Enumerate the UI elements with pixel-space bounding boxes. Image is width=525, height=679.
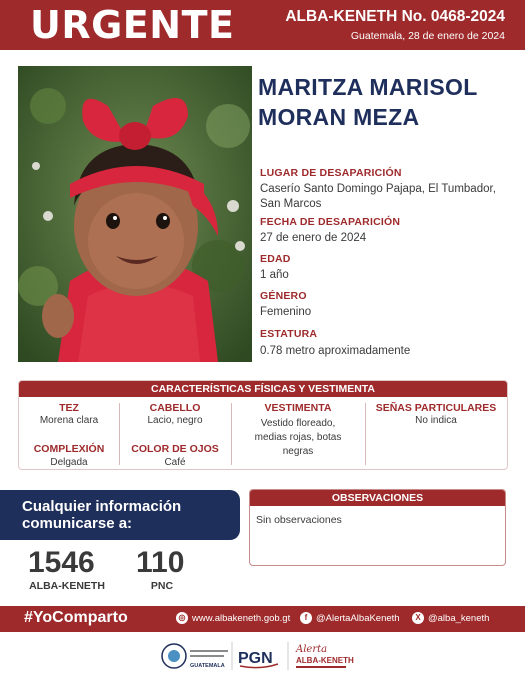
gender-value: Femenino xyxy=(260,306,312,318)
phone-pnc-label: PNC xyxy=(150,580,174,592)
logos-svg xyxy=(160,638,380,674)
hair-label: CABELLO xyxy=(149,402,201,414)
urgent-title: URGENTE xyxy=(30,3,235,47)
gender-label: GÉNERO xyxy=(260,290,307,302)
case-number: ALBA-KENETH No. 0468-2024 xyxy=(285,8,505,25)
location-date: Guatemala, 28 de enero de 2024 xyxy=(350,30,505,42)
eye-color-label: COLOR DE OJOS xyxy=(131,443,219,455)
contact-box xyxy=(0,490,240,540)
clothing-line: Vestido floreado, xyxy=(260,418,336,429)
twitter-link[interactable] xyxy=(412,612,489,624)
globe-icon: ◎ xyxy=(176,612,188,624)
disappearance-place-value: Caserío Santo Domingo Pajapa, El Tumbador, San Marcos xyxy=(260,183,496,210)
logo-gt-text: GUATEMALA xyxy=(190,663,225,669)
contact-line: Cualquier información xyxy=(22,498,182,515)
facebook-text: @AlertaAlbaKeneth xyxy=(316,612,400,624)
logos-row xyxy=(160,638,380,674)
age-value: 1 año xyxy=(260,269,289,281)
phone-pnc[interactable]: 110 xyxy=(136,546,185,579)
phone-alba-keneth[interactable]: 1546 xyxy=(28,546,95,579)
missing-person-photo xyxy=(18,66,252,362)
eye-color-value: Café xyxy=(164,457,186,468)
phone-alba-keneth-label: ALBA-KENETH xyxy=(29,580,105,592)
distinguishing-marks-value: No indica xyxy=(415,415,457,426)
characteristics-box xyxy=(18,380,508,470)
hair-value: Lacio, negro xyxy=(147,415,203,426)
clothing-line: medias rojas, botas xyxy=(254,432,342,443)
header-bar xyxy=(0,0,525,50)
facebook-icon: f xyxy=(300,612,312,624)
characteristics-title: CARACTERÍSTICAS FÍSICAS Y VESTIMENTA xyxy=(19,381,507,397)
logo-alerta-text: Alerta xyxy=(296,644,328,655)
observations-box xyxy=(249,489,506,566)
complexion-tone-value: Morena clara xyxy=(39,415,99,426)
build-label: COMPLEXIÓN xyxy=(33,443,105,455)
contact-text xyxy=(22,498,181,532)
alerta-alba-keneth-logo xyxy=(295,644,354,668)
distinguishing-marks-label: SEÑAS PARTICULARES xyxy=(375,402,497,414)
website-link[interactable] xyxy=(176,612,290,624)
footer-bar xyxy=(0,606,525,632)
build-value: Delgada xyxy=(50,457,88,468)
twitter-text: @alba_keneth xyxy=(428,612,490,624)
complexion-tone-label: TEZ xyxy=(59,402,79,414)
contact-line: comunicarse a: xyxy=(22,515,133,532)
observations-title: OBSERVACIONES xyxy=(250,490,505,506)
observations-text: Sin observaciones xyxy=(256,514,342,526)
person-name xyxy=(258,72,518,132)
disappearance-date-label: FECHA DE DESAPARICIÓN xyxy=(260,216,401,228)
disappearance-place-label: LUGAR DE DESAPARICIÓN xyxy=(260,167,402,179)
logo-pgn-text: PGN xyxy=(238,650,273,667)
logo-alba-text: ALBA-KENETH xyxy=(296,656,354,665)
height-value: 0.78 metro aproximadamente xyxy=(260,345,411,357)
disappearance-date-value: 27 de enero de 2024 xyxy=(260,232,367,244)
pgn-logo xyxy=(238,650,278,668)
website-text: www.albakeneth.gob.gt xyxy=(192,612,291,624)
clothing-label: VESTIMENTA xyxy=(264,402,332,414)
clothing-value xyxy=(231,417,365,459)
hashtag: #YoComparto xyxy=(24,609,128,626)
clothing-line: negras xyxy=(282,446,314,457)
height-label: ESTATURA xyxy=(260,328,318,340)
person-name-line1: MARITZA MARISOL xyxy=(258,74,478,100)
guatemala-seal-logo xyxy=(162,644,228,669)
person-name-line2: MORAN MEZA xyxy=(258,104,420,130)
facebook-link[interactable] xyxy=(300,612,400,624)
x-icon: X xyxy=(412,612,424,624)
age-label: EDAD xyxy=(260,253,291,265)
